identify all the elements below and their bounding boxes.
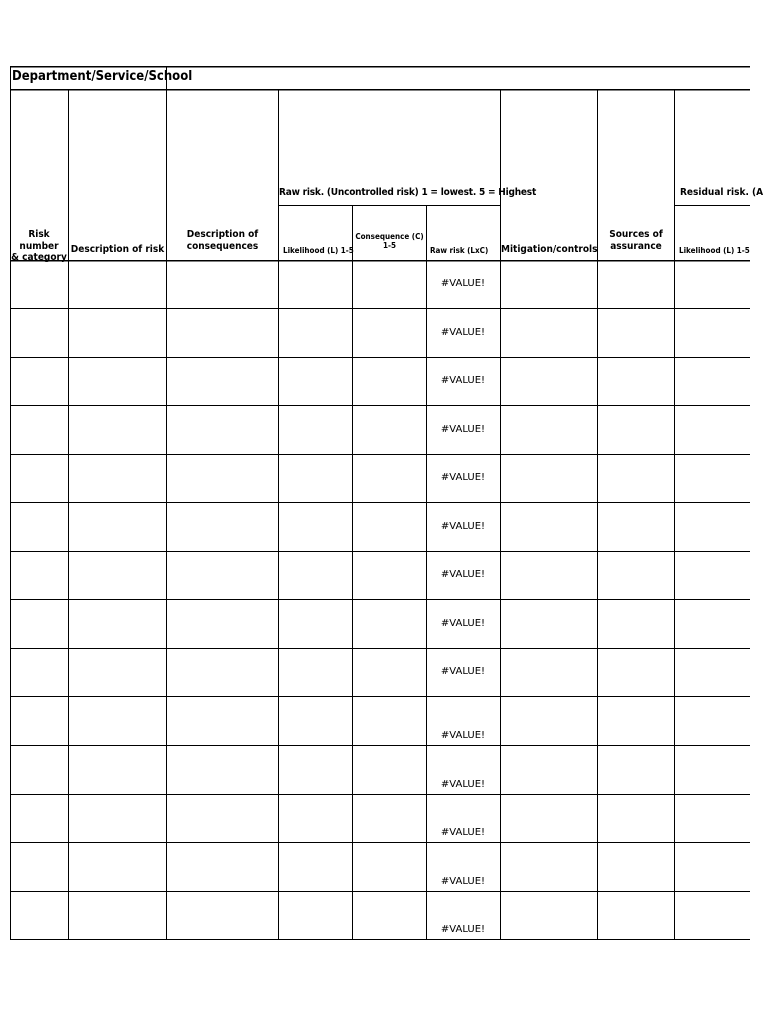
raw-risk-value: #VALUE! bbox=[440, 521, 486, 532]
header-description-of-risk: Description of risk bbox=[70, 244, 165, 255]
raw-risk-value: #VALUE! bbox=[440, 779, 486, 790]
header-mitigation-controls: Mitigation/controls bbox=[501, 244, 598, 255]
raw-risk-value: #VALUE! bbox=[440, 327, 486, 338]
header-description-of-consequences: Description of consequences bbox=[186, 229, 259, 252]
raw-risk-value: #VALUE! bbox=[440, 666, 486, 677]
raw-risk-value: #VALUE! bbox=[440, 618, 486, 629]
residual-risk-group-header: Residual risk. (A bbox=[680, 187, 764, 198]
raw-risk-value: #VALUE! bbox=[440, 472, 486, 483]
header-residual-likelihood: Likelihood (L) 1-5 bbox=[679, 246, 750, 255]
raw-risk-value: #VALUE! bbox=[440, 827, 486, 838]
raw-risk-value: #VALUE! bbox=[440, 924, 486, 935]
header-risk-number: Risk number & category bbox=[11, 229, 67, 263]
raw-risk-value: #VALUE! bbox=[440, 569, 486, 580]
department-label: Department/Service/School bbox=[12, 69, 193, 84]
header-consequence: Consequence (C) 1-5 bbox=[355, 232, 424, 251]
raw-risk-value: #VALUE! bbox=[440, 375, 486, 386]
header-likelihood: Likelihood (L) 1-5 bbox=[283, 246, 354, 255]
raw-risk-value: #VALUE! bbox=[440, 278, 486, 289]
header-sources-of-assurance: Sources of assurance bbox=[609, 229, 663, 252]
raw-risk-group-header: Raw risk. (Uncontrolled risk) 1 = lowest. 5 = Highest bbox=[279, 187, 537, 198]
raw-risk-value: #VALUE! bbox=[440, 876, 486, 887]
raw-risk-value: #VALUE! bbox=[440, 730, 486, 741]
header-raw-risk: Raw risk (LxC) bbox=[430, 246, 489, 255]
raw-risk-value: #VALUE! bbox=[440, 424, 486, 435]
